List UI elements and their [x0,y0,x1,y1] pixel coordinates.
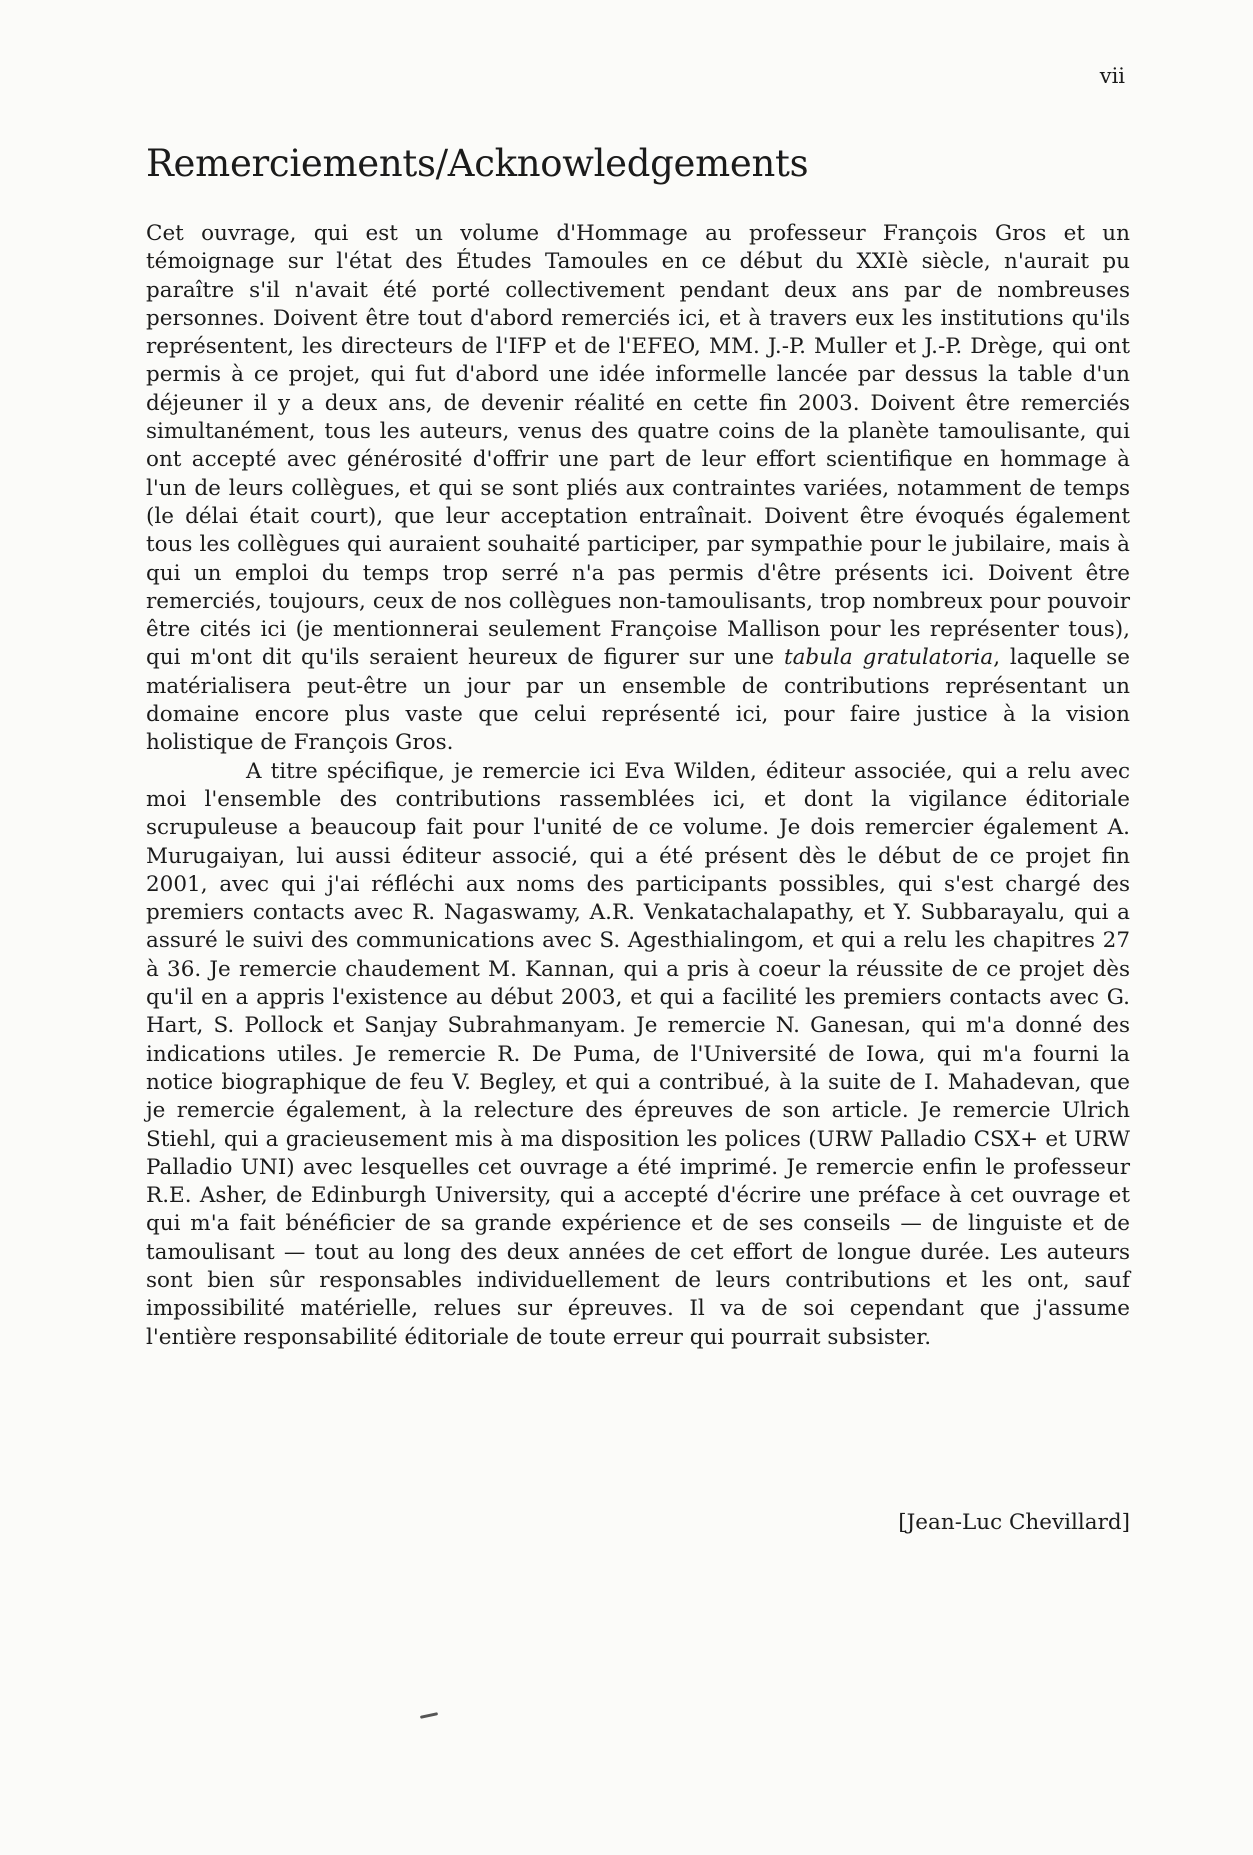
signature: [Jean-Luc Chevillard] [898,1510,1130,1535]
paragraph-2 [146,758,1130,1352]
paragraph-2-text: A titre spécifique, je remercie ici Eva Wilden, éditeur associée, qui a relu avec moi l'ensemble des contributions rassemblées ici, et dont la vigilance éditoriale scrupuleuse a beaucoup fait pour l'unité de ce volume. Je dois remercier également A. Murugaiyan, lui aussi éditeur associé, qui a été présent dès le début de ce projet fin 2001, avec qui j'ai réfléchi aux noms des participants possibles, qui s'est chargé des premiers contacts avec R. Nagaswamy, A.R. Venkatachalapathy, et Y. Subbarayalu, qui a assuré le suivi des communications avec S. Agesthialingom, et qui a relu les chapitres 27 à 36. Je remercie chaudement M. Kannan, qui a pris à coeur la réussite de ce projet dès qu'il en a appris l'existence au début 2003, et qui a facilité les premiers contacts avec G. Hart, S. Pollock et Sanjay Subrahmanyam. Je remercie N. Ganesan, qui m'a donné des indications utiles. Je remercie R. De Puma, de l'Université de Iowa, qui m'a fourni la notice biographique de feu V. Begley, et qui a contribué, à la suite de I. Mahadevan, que je remercie également, à la relecture des épreuves de son article. Je remercie Ulrich Stiehl, qui a gracieusement mis à ma disposition les polices (URW Palladio CSX+ et URW Palladio UNI) avec lesquelles cet ouvrage a été imprimé. Je remercie enfin le professeur R.E. Asher, de Edinburgh University, qui a accepté d'écrire une préface à cet ouvrage et qui m'a fait bénéficier de sa grande expérience et de ses conseils — de linguiste et de tamoulisant — tout au long des deux années de cet effort de longue durée. Les auteurs sont bien sûr responsables individuellement de leurs contributions et les ont, sauf impossibilité matérielle, relues sur épreuves. Il va de soi cependant que j'assume l'entière responsabilité éditoriale de toute erreur qui pourrait subsister. [146,758,1130,1350]
paragraph-1 [146,220,1130,758]
paragraph-1-part-2: , laquelle se matérialisera peut-être un jour par un ensemble de contributions représentant un domaine encore plus vaste que celui représenté ici, pour faire justice à la vision holistique de François Gros. [146,645,1130,756]
body-text [146,220,1130,1352]
stray-mark [420,1712,438,1719]
paragraph-1-italic-term: tabula gratulatoria [783,645,994,671]
page-number: vii [1099,64,1125,88]
paragraph-1-part-1: Cet ouvrage, qui est un volume d'Hommage au professeur François Gros et un témoignage sur l'état des Études Tamoules en ce début du XXIè siècle, n'aurait pu paraître s'il n'avait été porté collectivement pendant deux ans par de nombreuses personnes. Doivent être tout d'abord remerciés ici, et à travers eux les institutions qu'ils représentent, les directeurs de l'IFP et de l'EFEO, MM. J.-P. Muller et J.-P. Drège, qui ont permis à ce projet, qui fut d'abord une idée informelle lancée par dessus la table d'un déjeuner il y a deux ans, de devenir réalité en cette fin 2003. Doivent être remerciés simultanément, tous les auteurs, venus des quatre coins de la planète tamoulisante, qui ont accepté avec générosité d'offrir une part de leur effort scientifique en hommage à l'un de leurs collègues, et qui se sont pliés aux contraintes variées, notamment de temps (le délai était court), que leur acceptation entraînait. Doivent être évoqués également tous les collègues qui auraient souhaité participer, par sympathie pour le jubilaire, mais à qui un emploi du temps trop serré n'a pas permis d'être présents ici. Doivent être remerciés, toujours, ceux de nos collègues non-tamoulisants, trop nombreux pour pouvoir être cités ici (je mentionnerai seulement Françoise Mallison pour les représenter tous), qui m'ont dit qu'ils seraient heureux de figurer sur une [146,221,1130,671]
page-title: Remerciements/Acknowledgements [146,142,809,185]
